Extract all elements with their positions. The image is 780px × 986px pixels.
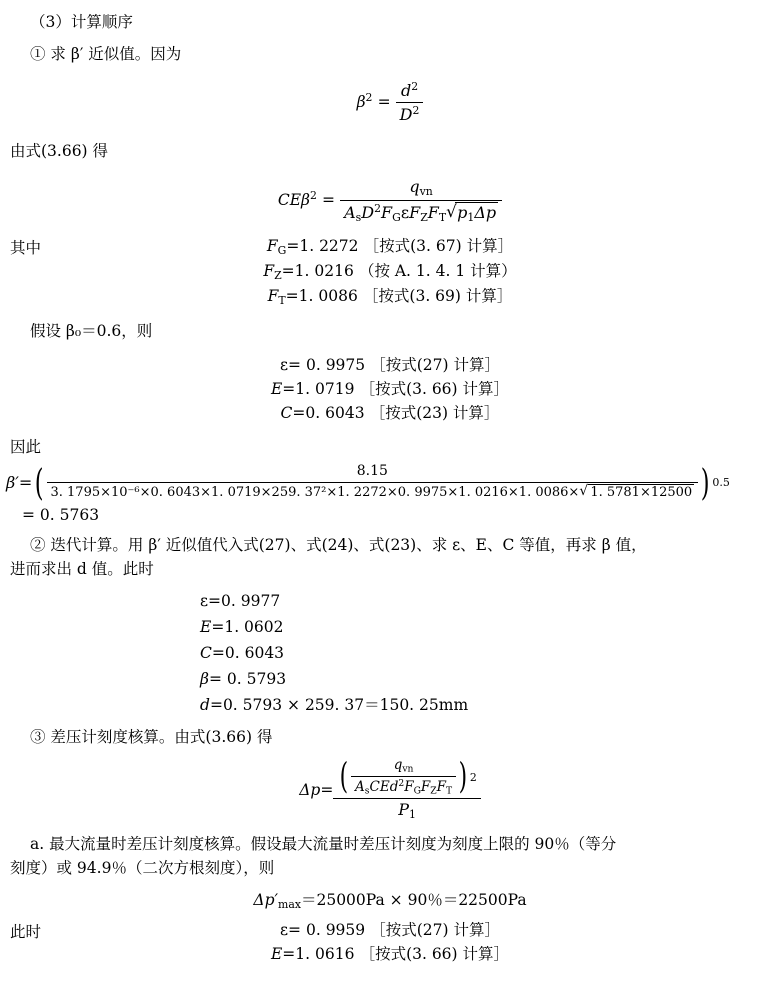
eq-ce-den-e-sub: Z [420, 210, 428, 224]
assumed-e-eq: = [282, 380, 296, 399]
left-paren: ( [34, 460, 44, 504]
eq-betaprime-equals: = [18, 472, 33, 492]
assumed-values-block [0, 353, 780, 423]
assumed-value-row [0, 401, 780, 423]
eq-ce-sqrt [446, 202, 498, 225]
eq-beta2-fraction [396, 80, 424, 125]
iter-eps-eq: = [208, 592, 222, 611]
iter-beta-sym: β [200, 670, 209, 689]
eq-dp-inner-den-b: CEd [369, 779, 399, 796]
final-e-note: ［按式(3. 66) 计算］ [359, 945, 510, 964]
eq-betaprime-den-sqrt: 1. 5781×12500 [590, 484, 693, 500]
step-3-label: ③ 差压计刻度核算。由式(3.66) 得 [30, 728, 273, 747]
eq-ce-sqrt-b: Δp [474, 202, 497, 222]
eq-dp-inner-den-a-sub: s [364, 785, 370, 797]
eq-beta2-lhs-sup: 2 [365, 91, 373, 105]
eq-betaprime-den-sqrt-wrap [579, 484, 694, 501]
eq-betaprime-den: 3. 1795×10⁻⁶×0. 6043×1. 0719×259. 37²×1. 2272×0. 9975×1. 0216×1. 0086× [50, 484, 580, 500]
eq-ce-den-f: F [427, 202, 439, 222]
eq-ce-sqrt-a-sub: 1 [467, 210, 475, 224]
eq-ce-den-a-sub: s [355, 210, 362, 224]
eq-ce-num-sub: vn [419, 185, 433, 199]
eq-dp-inner-num: q [393, 757, 403, 774]
eq-dp-equals: = [320, 780, 334, 799]
const-fz-eq: = [281, 262, 295, 281]
assumed-eps-val: 0. 9975 [301, 356, 366, 375]
eq-dp-inner-den-e-sub: T [446, 785, 453, 797]
iter-beta-eq: = [208, 670, 222, 689]
eq-ce-den-c: F [381, 202, 393, 222]
eq-dp-outer-fraction [333, 757, 480, 822]
eq-dp-inner-den-d-sub: Z [430, 785, 437, 797]
eq-dp-inner-den-d: F [420, 779, 431, 796]
eq-dp-outer-den: P [398, 800, 409, 820]
iteration-value-row [200, 589, 780, 613]
eq-ce-den-d: ε [400, 202, 410, 222]
const-fz-val: 1. 0216 [294, 262, 354, 281]
among-which-label: 其中 [10, 239, 42, 258]
const-ft-note: ［按式(3. 69) 计算］ [362, 287, 513, 306]
assumed-value-row [0, 377, 780, 399]
iter-eps-val: 0. 9977 [221, 592, 281, 611]
const-fg-eq: = [286, 237, 300, 256]
eq-beta2-equals: = [377, 93, 391, 111]
const-fg-val: 1. 2272 [299, 237, 359, 256]
from-equation-366: 由式(3.66) 得 [10, 141, 109, 160]
const-fg-note: ［按式(3. 67) 计算］ [363, 237, 514, 256]
step-2-label-continued: 进而求出 d 值。此时 [10, 560, 154, 579]
iter-d-val: 0. 5793 × 259. 37＝150. 25mm [222, 696, 469, 715]
iter-e-eq: = [211, 618, 225, 637]
final-value-row [0, 942, 780, 964]
para-a-line-1: a. 最大流量时差压计刻度核算。假设最大流量时差压计刻度为刻度上限的 90％（等分 [30, 835, 617, 854]
eq-betaprime-lhs: β′ [6, 472, 19, 492]
final-eps-eq: = [288, 921, 302, 940]
eq-dp-inner-den-e: F [436, 779, 447, 796]
eq-beta2-den: D [399, 104, 413, 124]
eq-dp-inner-den-b-sup: 2 [398, 778, 405, 790]
constants-block [0, 234, 780, 307]
const-fz-sym: F [263, 262, 275, 281]
assume-line: 假设 β₀＝0.6，则 [30, 322, 153, 341]
assumed-e-val: 1. 0719 [295, 380, 355, 399]
eq-ce-fraction [340, 177, 502, 224]
final-eps-note: ［按式(27) 计算］ [370, 921, 500, 940]
eq-ce-num: q [409, 176, 420, 196]
eq-dp-outer-exponent: 2 [469, 770, 477, 784]
final-e-eq: = [282, 945, 296, 964]
assumed-eps-note: ［按式(27) 计算］ [370, 356, 500, 375]
eq-betaprime-exponent: 0.5 [712, 475, 730, 489]
final-e-sym: E [270, 945, 283, 964]
eq-dp-outer-den-sub: 1 [408, 808, 416, 822]
iteration-value-row [200, 615, 780, 639]
eq-dpmax-lhs: Δp′ [253, 891, 279, 910]
step-1-label: ① 求 β′ 近似值。因为 [30, 45, 182, 64]
eq-ce-lhs-sup: 2 [310, 189, 317, 203]
iter-c-val: 0. 6043 [224, 644, 285, 663]
equation-ce-beta2 [0, 177, 780, 224]
section-heading: （3）计算顺序 [30, 13, 133, 31]
eq-betaprime-result: = 0. 5763 [22, 506, 100, 525]
const-ft-sub: T [278, 294, 286, 308]
equation-delta-p [0, 757, 780, 822]
therefore-label: 因此 [10, 438, 42, 457]
const-ft-eq: = [285, 287, 299, 306]
eq-betaprime-num: 8.15 [47, 463, 699, 483]
eq-dp-inner-den-a: A [355, 779, 365, 796]
eq-dp-inner-den-c: F [404, 779, 414, 796]
const-ft-val: 1. 0086 [298, 287, 358, 306]
assumed-e-sym: E [270, 380, 283, 399]
eq-ce-den-e: F [409, 202, 421, 222]
assumed-c-note: ［按式(23) 计算］ [369, 404, 500, 423]
eq-ce-den-a: A [344, 202, 356, 222]
iter-beta-val: 0. 5793 [221, 670, 287, 689]
eq-beta2-den-sup: 2 [412, 104, 420, 117]
assumed-value-row [0, 353, 780, 375]
assumed-c-eq: = [292, 404, 306, 423]
equation-delta-p-max [0, 888, 780, 911]
iter-e-sym: E [200, 618, 212, 637]
final-eps-sym: ε [280, 921, 289, 940]
eq-ce-sqrt-a: p [457, 202, 468, 222]
eq-ce-den-f-sub: T [438, 210, 447, 224]
eq-dp-inner-fraction [351, 757, 456, 797]
iteration-value-row [200, 667, 780, 691]
assumed-eps-eq: = [288, 356, 302, 375]
iter-eps-sym: ε [200, 592, 209, 611]
eq-beta2-lhs: β [356, 93, 366, 111]
iteration-values-block [0, 589, 780, 717]
equation-beta-prime [0, 460, 780, 504]
eq-dp-inner-den-c-sub: G [413, 785, 421, 797]
iteration-value-row [200, 641, 780, 665]
const-fg-sym: F [266, 237, 278, 256]
eq-ce-equals: = [322, 191, 336, 210]
eq-ce-den-c-sub: G [392, 210, 401, 224]
iter-d-sym: d [200, 696, 210, 715]
eq-betaprime-fraction [47, 463, 699, 501]
eq-beta2-num: d [400, 81, 412, 100]
assumed-c-sym: C [280, 404, 293, 423]
const-fg-sub: G [277, 244, 287, 258]
eq-ce-den-b: D [361, 202, 375, 222]
constant-row [0, 259, 780, 282]
document-page [0, 10, 780, 986]
iteration-value-row [200, 693, 780, 717]
const-fz-sub: Z [274, 269, 282, 283]
equation-beta-squared [0, 80, 780, 125]
eq-ce-den-b-sup: 2 [374, 201, 382, 215]
const-ft-sym: F [267, 287, 279, 306]
eq-ce-lhs: CEβ [277, 191, 310, 210]
assumed-eps-sym: ε [280, 356, 289, 375]
assumed-c-val: 0. 6043 [305, 404, 365, 423]
final-e-val: 1. 0616 [295, 945, 355, 964]
right-paren: ) [700, 460, 710, 504]
iter-e-val: 1. 0602 [224, 618, 284, 637]
const-fz-note: （按 A. 1. 4. 1 计算） [358, 262, 517, 281]
at-this-time-label: 此时 [10, 923, 42, 942]
final-eps-val: 0. 9959 [301, 921, 366, 940]
eq-dpmax-rhs: ＝25000Pa × 90％＝22500Pa [300, 891, 527, 910]
iter-c-sym: C [200, 644, 212, 663]
final-values-block [0, 918, 780, 964]
right-paren: ) [458, 756, 468, 798]
iter-c-eq: = [211, 644, 225, 663]
para-a-line-2: 刻度）或 94.9％（二次方根刻度），则 [10, 859, 275, 878]
left-paren: ( [339, 756, 349, 798]
iter-d-eq: = [209, 696, 223, 715]
final-value-row [0, 918, 780, 940]
eq-dp-inner-num-sub: vn [402, 763, 414, 775]
eq-beta2-num-sup: 2 [411, 80, 419, 94]
eq-dp-lhs: Δp [299, 780, 321, 799]
assumed-e-note: ［按式(3. 66) 计算］ [359, 380, 510, 399]
eq-dpmax-lhs-sub: max [278, 898, 301, 912]
constant-row [0, 284, 780, 307]
step-2-label: ② 迭代计算。用 β′ 近似值代入式(27)、式(24)、式(23)、求 ε、E、C 等值，再求 β 值， [30, 536, 647, 555]
constant-row [0, 234, 780, 257]
